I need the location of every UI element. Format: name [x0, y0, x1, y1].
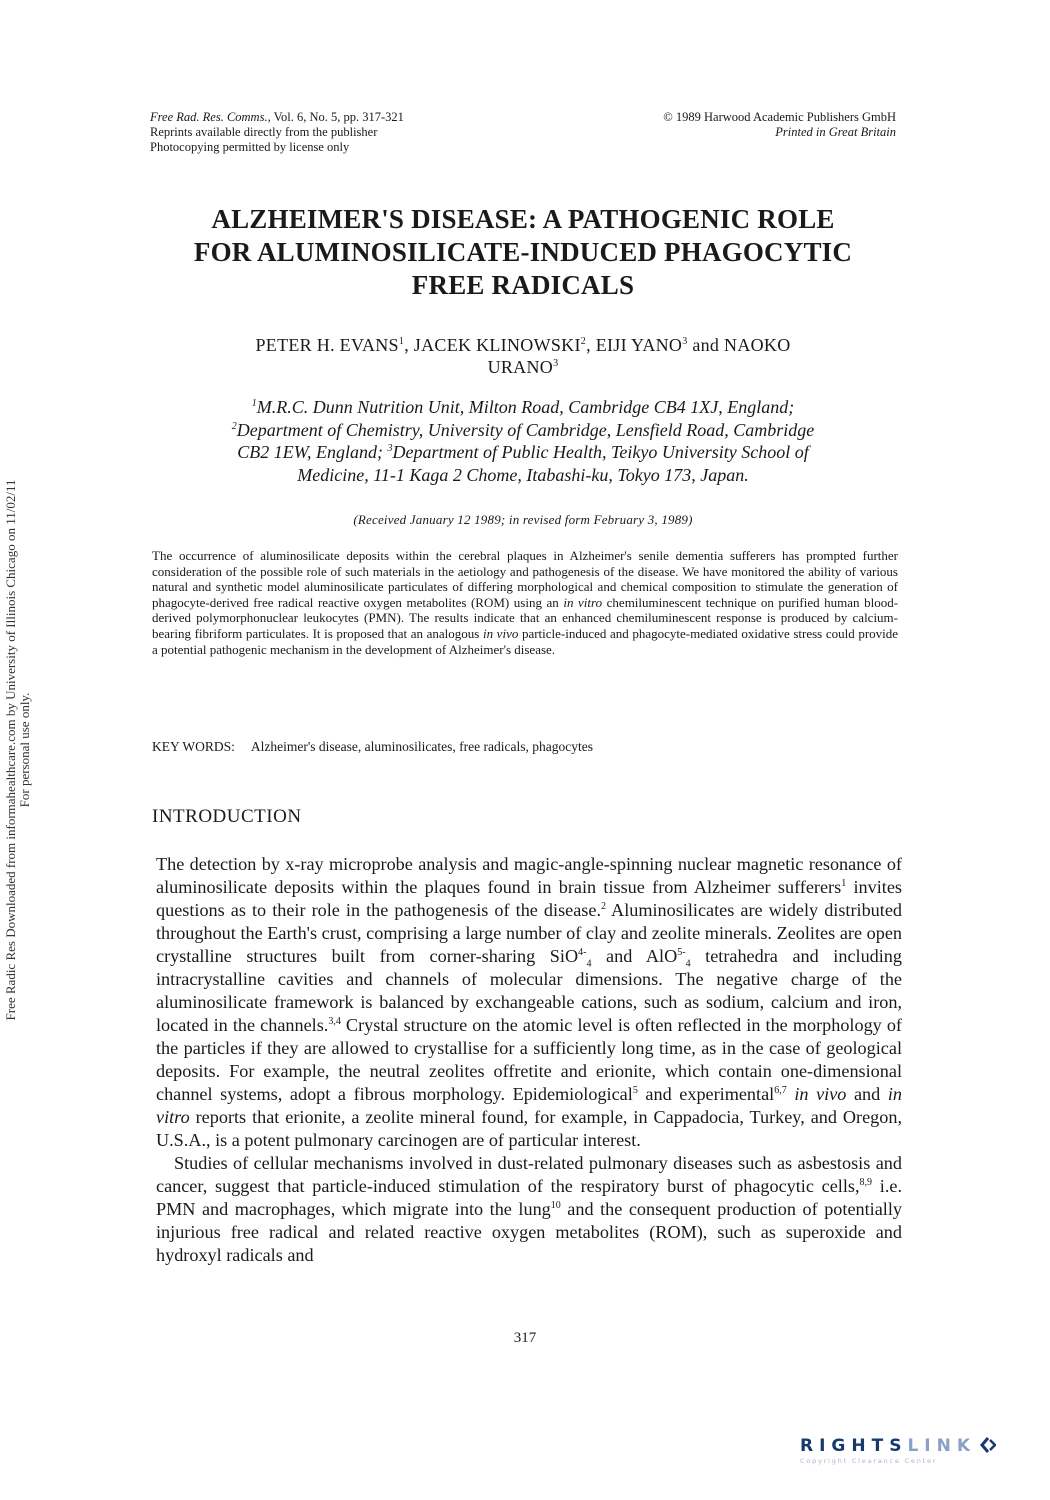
- affiliation-line-2: $^2$Department of Chemistry, University of Cambridge, Lensfield Road, Cambridge: [231, 419, 815, 440]
- journal-name: Free Rad. Res. Comms.: [150, 110, 268, 124]
- title-line-2: FOR ALUMINOSILICATE-INDUCED PHAGOCYTIC: [193, 237, 853, 267]
- paragraph: Studies of cellular mechanisms involved in dust-related pulmonary diseases such as asbestosis and cancer, suggest that particle-induced stimulation of the respiratory burst of phagocytic cells,$^{8,9}$ i.e. PMN and macrophages, which migrate into the lung$^{10}$ and the consequent production of potentially injurious free radical and related reactive oxygen metabolites (ROM), such as superoxide and hydroxyl radicals and: [156, 1153, 902, 1265]
- paragraph: The detection by x-ray microprobe analysis and magic-angle-spinning nuclear magnetic resonance of aluminosilicate deposits within the plaques found in brain tissue from Alzheimer sufferers$^1$ invites questions as to their role in the pathogenesis of the disease.$^2$ Aluminosilicates are widely distributed throughout the Earth's crust, comprising a large number of clay and zeolite minerals. Zeolites are open crystalline structures built from corner-sharing SiO$^{4-}_4$ and AlO$^{5-}_4$ tetrahedra and including intracrystalline cavities and channels of molecular dimensions. The negative charge of the aluminosilicate framework is balanced by exchangeable cations, such as sodium, calcium and iron, located in the channels.$^{3,4}$ Crystal structure on the atomic level is often reflected in the morphology of the particles if they are allowed to crystallise for a sufficiently long time, as in the case of geological deposits. For example, the neutral zeolites offretite and erionite, which contain one-dimensional channel systems, adopt a fibrous morphology. Epidemiological$^5$ and experimental$^{6,7}$ in vivo and in vitro reports that erionite, a zeolite mineral found, for example, in Cappadocia, Turkey, and Oregon, U.S.A., is a potent pulmonary carcinogen are of particular interest.: [156, 854, 902, 1150]
- introduction-body: [156, 853, 902, 1267]
- affiliation-line-4: Medicine, 11-1 Kaga 2 Chome, Itabashi-ku, Tokyo 173, Japan.: [297, 464, 749, 485]
- affiliation-line-1: $^1$M.R.C. Dunn Nutrition Unit, Milton Road, Cambridge CB4 1XJ, England;: [251, 397, 795, 417]
- author-list: [150, 334, 896, 378]
- rightslink-chevron-icon: [978, 1436, 996, 1454]
- keywords-text: Alzheimer's disease, aluminosilicates, free radicals, phagocytes: [250, 739, 593, 754]
- running-header-left: [150, 110, 570, 155]
- citation-details: , Vol. 6, No. 5, pp. 317-321: [267, 110, 404, 124]
- watermark-line-2: For personal use only.: [17, 692, 32, 808]
- title-line-1: ALZHEIMER'S DISEASE: A PATHOGENIC ROLE: [211, 204, 835, 234]
- section-heading-introduction: INTRODUCTION: [152, 806, 302, 827]
- authors-line-1: PETER H. EVANS$^1$, JACEK KLINOWSKI$^2$, EIJI YANO$^3$ and NAOKO: [255, 335, 791, 355]
- running-header-right: [620, 110, 896, 140]
- affiliation-line-3: CB2 1EW, England; $^3$Department of Public Health, Teikyo University School of: [237, 442, 809, 462]
- affiliations: [150, 396, 896, 486]
- keywords: [152, 738, 898, 756]
- watermark-line-1: Free Radic Res Downloaded from informahealthcare.com by University of Illinois Chicago on 11/02/11: [3, 479, 18, 1021]
- title-line-3: FREE RADICALS: [411, 270, 635, 300]
- abstract: The occurrence of aluminosilicate deposits within the cerebral plaques in Alzheimer's senile dementia sufferers has prompted further consideration of the possible role of such materials in the aetiology and pathogenesis of the disease. We have monitored the ability of various natural and synthetic model aluminosilicate particulates of differing morphological and chemical composition to stimulate the generation of phagocyte-derived free radical reactive oxygen metabolites (ROM) using an in vitro chemiluminescent technique on purified human blood-derived polymorphonuclear leukocytes (PMN). The results indicate that an enhanced chemiluminescent response is produced by calcium-bearing fibriform particulates. It is proposed that an analogous in vivo particle-induced and phagocyte-mediated oxidative stress could provide a potential pathogenic mechanism in the development of Alzheimer's disease.: [152, 548, 899, 657]
- article-title: [150, 203, 896, 302]
- rightslink-dark-text: RIGHTS: [800, 1436, 908, 1456]
- rightslink-light-text: LINK: [907, 1436, 976, 1456]
- keywords-label: KEY WORDS:: [152, 739, 235, 754]
- authors-line-2: URANO$^3$: [487, 357, 559, 377]
- received-dates: (Received January 12 1989; in revised form February 3, 1989): [353, 512, 693, 527]
- copyright-notice: © 1989 Harwood Academic Publishers GmbH: [663, 110, 896, 124]
- citation-line: [150, 110, 570, 125]
- photocopy-note: Photocopying permitted by license only: [150, 140, 350, 154]
- rightslink-subtitle: Copyright Clearance Center: [800, 1457, 938, 1465]
- printed-note: Printed in Great Britain: [775, 125, 896, 139]
- rightslink-logo[interactable]: [800, 1436, 1030, 1476]
- page-number: 317: [513, 1330, 537, 1346]
- reprints-note: Reprints available directly from the publisher: [150, 125, 378, 139]
